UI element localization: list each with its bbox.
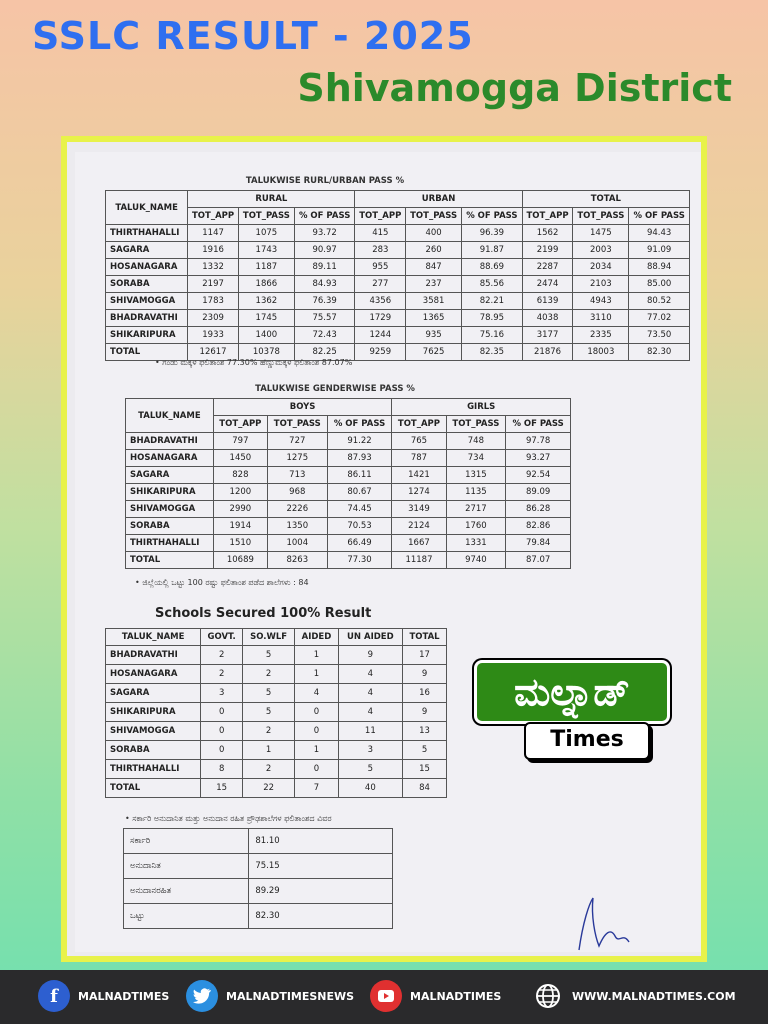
table-cell: 70.53 [327, 518, 392, 535]
value-cell: 82.30 [249, 904, 393, 929]
table-cell: 1421 [392, 467, 446, 484]
table-cell: 74.45 [327, 501, 392, 518]
table-cell: 10689 [213, 552, 267, 569]
table1-subheader: % OF PASS [294, 208, 355, 225]
taluk-name-cell: SHIVAMOGGA [126, 501, 214, 518]
table-cell: 1244 [355, 327, 406, 344]
table-row [124, 879, 393, 904]
table-cell: 0 [295, 722, 338, 741]
table-cell: 4 [338, 703, 402, 722]
table-cell: 1275 [267, 450, 327, 467]
schools-100-table [105, 628, 447, 798]
table3-header: SO.WLF [242, 629, 294, 646]
table-cell: 2003 [573, 242, 629, 259]
table-row [126, 501, 571, 518]
document-frame [61, 136, 707, 962]
table-cell: 4 [338, 665, 402, 684]
signature [571, 892, 641, 956]
table-row [124, 829, 393, 854]
table-cell: 1187 [238, 259, 294, 276]
table-cell: 1362 [238, 293, 294, 310]
table-cell: 87.07 [506, 552, 571, 569]
table-cell: 2309 [188, 310, 239, 327]
table-cell: 1743 [238, 242, 294, 259]
table-cell: 0 [295, 703, 338, 722]
table-cell: 955 [355, 259, 406, 276]
rural-urban-table [105, 190, 690, 361]
table1-group-total: TOTAL [522, 191, 689, 208]
table-cell: 1562 [522, 225, 573, 242]
table-cell: 9 [403, 703, 447, 722]
table-cell: 3 [201, 684, 243, 703]
table1-subheader: TOT_APP [522, 208, 573, 225]
value-cell: 81.10 [249, 829, 393, 854]
table-cell: 10378 [238, 344, 294, 361]
table-cell: 93.72 [294, 225, 355, 242]
table-cell: 1350 [267, 518, 327, 535]
table-cell: 90.97 [294, 242, 355, 259]
table-cell: 21876 [522, 344, 573, 361]
table-cell: 1 [242, 741, 294, 760]
table-cell: 82.86 [506, 518, 571, 535]
table-cell: 82.35 [462, 344, 523, 361]
table-cell: 93.27 [506, 450, 571, 467]
table-cell: 2197 [188, 276, 239, 293]
table-cell: 1400 [238, 327, 294, 344]
table1-subheader: % OF PASS [462, 208, 523, 225]
table-cell: 8263 [267, 552, 327, 569]
category-cell: ಅನುದಾನರಹಿತ [124, 879, 249, 904]
table1-caption: TALUKWISE RURL/URBAN PASS % [245, 176, 405, 186]
table-cell: 4943 [573, 293, 629, 310]
table-cell: 75.57 [294, 310, 355, 327]
taluk-name-cell: THIRTHAHALLI [106, 225, 188, 242]
table-cell: 5 [338, 760, 402, 779]
category-cell: ಒಟ್ಟು [124, 904, 249, 929]
table1-note: • ಗಂಡು ಮಕ್ಕಳ ಫಲಿತಾಂಶ 77.30% ಹೆಣ್ಣುಮಕ್ಕಳ ಫಲಿತಾಂಶ 87.07% [155, 358, 353, 367]
table-cell: 7 [295, 779, 338, 798]
document-paper [75, 152, 701, 952]
table-cell: 828 [213, 467, 267, 484]
taluk-name-cell: TOTAL [106, 779, 201, 798]
table-cell: 2103 [573, 276, 629, 293]
table-cell: 6139 [522, 293, 573, 310]
table-row [126, 450, 571, 467]
table-cell: 91.09 [629, 242, 690, 259]
page-subtitle: Shivamogga District [297, 66, 732, 110]
taluk-name-cell: SHIKARIPURA [106, 327, 188, 344]
table-cell: 15 [403, 760, 447, 779]
school-type-result-table [123, 828, 393, 929]
table-cell: 86.11 [327, 467, 392, 484]
table-cell: 82.25 [294, 344, 355, 361]
table-cell: 84.93 [294, 276, 355, 293]
table-cell: 1 [295, 665, 338, 684]
table-cell: 16 [403, 684, 447, 703]
table-cell: 283 [355, 242, 406, 259]
table-cell: 415 [355, 225, 406, 242]
table-row [126, 552, 571, 569]
table1-group-rural: RURAL [188, 191, 355, 208]
table-cell: 96.39 [462, 225, 523, 242]
table-cell: 84 [403, 779, 447, 798]
table1-subheader: TOT_PASS [573, 208, 629, 225]
table-cell: 2 [242, 722, 294, 741]
table-row [106, 310, 690, 327]
table3-header: TALUK_NAME [106, 629, 201, 646]
table-cell: 1075 [238, 225, 294, 242]
table-row [126, 535, 571, 552]
table-cell: 400 [406, 225, 462, 242]
table2-subheader: % OF PASS [506, 416, 571, 433]
table-row [106, 665, 447, 684]
table-cell: 1274 [392, 484, 446, 501]
table-cell: 847 [406, 259, 462, 276]
table-cell: 0 [201, 703, 243, 722]
taluk-name-cell: TOTAL [126, 552, 214, 569]
table-cell: 82.30 [629, 344, 690, 361]
taluk-name-cell: BHADRAVATHI [126, 433, 214, 450]
table-cell: 1450 [213, 450, 267, 467]
taluk-name-cell: BHADRAVATHI [106, 646, 201, 665]
table-cell: 9 [403, 665, 447, 684]
table-cell: 2 [242, 760, 294, 779]
taluk-name-cell: SHIVAMOGGA [106, 722, 201, 741]
table-cell: 1760 [446, 518, 506, 535]
table-row [126, 518, 571, 535]
table2-caption: TALUKWISE GENDERWISE PASS % [255, 384, 415, 394]
table-cell: 2335 [573, 327, 629, 344]
table-cell: 86.28 [506, 501, 571, 518]
table-row [126, 467, 571, 484]
table-row [106, 276, 690, 293]
facebook-link[interactable] [38, 980, 169, 1012]
taluk-name-cell: HOSANAGARA [126, 450, 214, 467]
table-cell: 2717 [446, 501, 506, 518]
table-cell: 79.84 [506, 535, 571, 552]
table1-subheader: % OF PASS [629, 208, 690, 225]
table3-note: • ಸರ್ಕಾರಿ ಅನುದಾನಿತ ಮತ್ತು ಅನುದಾನ ರಹಿತ ಪ್ರೌಢಶಾಲೆಗಳ ಫಲಿತಾಂಶದ ವಿವರ [125, 814, 332, 823]
taluk-name-cell: SAGARA [106, 242, 188, 259]
table-cell: 11187 [392, 552, 446, 569]
table-cell: 3149 [392, 501, 446, 518]
table-row [106, 293, 690, 310]
table-row [106, 703, 447, 722]
table-cell: 1667 [392, 535, 446, 552]
taluk-name-cell: SHIKARIPURA [106, 703, 201, 722]
table-row [106, 259, 690, 276]
table-cell: 7625 [406, 344, 462, 361]
table-cell: 1331 [446, 535, 506, 552]
table-cell: 1916 [188, 242, 239, 259]
table-cell: 40 [338, 779, 402, 798]
table-cell: 76.39 [294, 293, 355, 310]
table-cell: 9259 [355, 344, 406, 361]
taluk-name-cell: THIRTHAHALLI [126, 535, 214, 552]
table-cell: 734 [446, 450, 506, 467]
table-cell: 77.30 [327, 552, 392, 569]
table-cell: 968 [267, 484, 327, 501]
taluk-name-cell: THIRTHAHALLI [106, 760, 201, 779]
table-cell: 1783 [188, 293, 239, 310]
table-cell: 260 [406, 242, 462, 259]
table1-subheader: TOT_PASS [406, 208, 462, 225]
table-cell: 1933 [188, 327, 239, 344]
table-cell: 2 [201, 665, 243, 684]
table-cell: 77.02 [629, 310, 690, 327]
table3-header: UN AIDED [338, 629, 402, 646]
category-cell: ಅನುದಾನಿತ [124, 854, 249, 879]
table-cell: 935 [406, 327, 462, 344]
table-cell: 765 [392, 433, 446, 450]
table-cell: 97.78 [506, 433, 571, 450]
table-cell: 2 [201, 646, 243, 665]
table2-group-boys: BOYS [213, 399, 392, 416]
table-cell: 277 [355, 276, 406, 293]
twitter-link[interactable] [186, 980, 354, 1012]
table2-subheader: TOT_APP [392, 416, 446, 433]
table-cell: 5 [242, 684, 294, 703]
table-cell: 4 [295, 684, 338, 703]
table-cell: 1200 [213, 484, 267, 501]
taluk-name-cell: TOTAL [106, 344, 188, 361]
table-cell: 0 [201, 741, 243, 760]
table-cell: 17 [403, 646, 447, 665]
table-cell: 5 [403, 741, 447, 760]
gender-table [125, 398, 571, 569]
table-row [124, 854, 393, 879]
table-cell: 85.56 [462, 276, 523, 293]
table2-subheader: TOT_PASS [446, 416, 506, 433]
table-cell: 5 [242, 703, 294, 722]
taluk-name-cell: SAGARA [106, 684, 201, 703]
table-cell: 9 [338, 646, 402, 665]
table-cell: 89.09 [506, 484, 571, 501]
table2-note: • ಜಿಲ್ಲೆಯಲ್ಲಿ ಒಟ್ಟು 100 ರಷ್ಟು ಫಲಿತಾಂಶ ಪಡೆದ ಶಾಲೆಗಳು : 84 [135, 578, 309, 587]
table-cell: 18003 [573, 344, 629, 361]
table-cell: 88.69 [462, 259, 523, 276]
table-cell: 2034 [573, 259, 629, 276]
youtube-icon [370, 980, 402, 1012]
table-cell: 1135 [446, 484, 506, 501]
table-cell: 73.50 [629, 327, 690, 344]
malnad-times-logo [474, 660, 670, 760]
table-cell: 1365 [406, 310, 462, 327]
page-title: SSLC RESULT - 2025 [32, 14, 474, 58]
table-cell: 88.94 [629, 259, 690, 276]
table-cell: 787 [392, 450, 446, 467]
value-cell: 89.29 [249, 879, 393, 904]
website-label: WWW.MALNADTIMES.COM [572, 989, 736, 1003]
table-row [106, 741, 447, 760]
table-cell: 8 [201, 760, 243, 779]
table-row [106, 760, 447, 779]
facebook-icon: f [38, 980, 70, 1012]
table1-subheader: TOT_APP [188, 208, 239, 225]
table3-caption: Schools Secured 100% Result [155, 606, 372, 621]
taluk-name-cell: SORABA [106, 276, 188, 293]
table-cell: 1745 [238, 310, 294, 327]
logo-kannada-text: ಮಲ್ನಾಡ್ [474, 660, 670, 724]
table-cell: 4038 [522, 310, 573, 327]
twitter-label: MALNADTIMESNEWS [226, 989, 355, 1003]
table-cell: 0 [295, 760, 338, 779]
table-cell: 1315 [446, 467, 506, 484]
table-cell: 1510 [213, 535, 267, 552]
taluk-name-cell: HOSANAGARA [106, 259, 188, 276]
table-cell: 80.52 [629, 293, 690, 310]
taluk-name-cell: SHIKARIPURA [126, 484, 214, 501]
table-cell: 0 [201, 722, 243, 741]
table-cell: 5 [242, 646, 294, 665]
table-row [106, 646, 447, 665]
table-row [106, 684, 447, 703]
table-cell: 12617 [188, 344, 239, 361]
table-cell: 713 [267, 467, 327, 484]
table-cell: 91.22 [327, 433, 392, 450]
table2-group-girls: GIRLS [392, 399, 571, 416]
table-cell: 22 [242, 779, 294, 798]
twitter-icon [186, 980, 218, 1012]
table-row [124, 904, 393, 929]
table-cell: 1475 [573, 225, 629, 242]
table-cell: 15 [201, 779, 243, 798]
youtube-label: MALNADTIMES [410, 989, 502, 1003]
table-row [106, 327, 690, 344]
table-cell: 2124 [392, 518, 446, 535]
taluk-name-cell: SAGARA [126, 467, 214, 484]
table-cell: 1866 [238, 276, 294, 293]
table-cell: 1 [295, 646, 338, 665]
table1-subheader: TOT_PASS [238, 208, 294, 225]
table-cell: 9740 [446, 552, 506, 569]
taluk-name-cell: SORABA [106, 741, 201, 760]
table2-subheader: % OF PASS [327, 416, 392, 433]
table-cell: 2474 [522, 276, 573, 293]
table2-taluk-header: TALUK_NAME [126, 399, 214, 433]
table-cell: 4 [338, 684, 402, 703]
table1-group-urban: URBAN [355, 191, 522, 208]
table-cell: 2226 [267, 501, 327, 518]
table-cell: 2199 [522, 242, 573, 259]
table-cell: 1332 [188, 259, 239, 276]
website-link[interactable] [532, 980, 736, 1012]
facebook-label: MALNADTIMES [78, 989, 170, 1003]
table-cell: 89.11 [294, 259, 355, 276]
table-cell: 237 [406, 276, 462, 293]
table-cell: 94.43 [629, 225, 690, 242]
table-row [106, 779, 447, 798]
table2-subheader: TOT_APP [213, 416, 267, 433]
table-cell: 4356 [355, 293, 406, 310]
table-cell: 727 [267, 433, 327, 450]
table-cell: 1 [295, 741, 338, 760]
table-cell: 72.43 [294, 327, 355, 344]
table-cell: 80.67 [327, 484, 392, 501]
taluk-name-cell: BHADRAVATHI [106, 310, 188, 327]
table1-taluk-header: TALUK_NAME [106, 191, 188, 225]
table3-header: GOVT. [201, 629, 243, 646]
table-cell: 2 [242, 665, 294, 684]
table3-header: TOTAL [403, 629, 447, 646]
table-cell: 2990 [213, 501, 267, 518]
table-row [106, 225, 690, 242]
table-cell: 3110 [573, 310, 629, 327]
table-row [126, 484, 571, 501]
table-cell: 13 [403, 722, 447, 741]
table-row [106, 242, 690, 259]
table-cell: 82.21 [462, 293, 523, 310]
table-cell: 2287 [522, 259, 573, 276]
table-row [106, 722, 447, 741]
table-cell: 66.49 [327, 535, 392, 552]
table-cell: 1729 [355, 310, 406, 327]
table-cell: 85.00 [629, 276, 690, 293]
table-cell: 91.87 [462, 242, 523, 259]
table-row [126, 433, 571, 450]
table-cell: 3 [338, 741, 402, 760]
table-cell: 3581 [406, 293, 462, 310]
table-cell: 1004 [267, 535, 327, 552]
taluk-name-cell: SORABA [126, 518, 214, 535]
globe-icon [532, 980, 564, 1012]
value-cell: 75.15 [249, 854, 393, 879]
table2-subheader: TOT_PASS [267, 416, 327, 433]
table-cell: 87.93 [327, 450, 392, 467]
youtube-link[interactable] [370, 980, 501, 1012]
table-cell: 11 [338, 722, 402, 741]
table-cell: 78.95 [462, 310, 523, 327]
table-cell: 75.16 [462, 327, 523, 344]
table-cell: 1914 [213, 518, 267, 535]
table1-subheader: TOT_APP [355, 208, 406, 225]
table-cell: 797 [213, 433, 267, 450]
table-cell: 748 [446, 433, 506, 450]
logo-times-text: Times [524, 722, 650, 760]
table-cell: 3177 [522, 327, 573, 344]
footer-bar [0, 970, 768, 1024]
taluk-name-cell: HOSANAGARA [106, 665, 201, 684]
table3-header: AIDED [295, 629, 338, 646]
table-cell: 1147 [188, 225, 239, 242]
table-cell: 92.54 [506, 467, 571, 484]
taluk-name-cell: SHIVAMOGGA [106, 293, 188, 310]
category-cell: ಸರ್ಕಾರಿ [124, 829, 249, 854]
